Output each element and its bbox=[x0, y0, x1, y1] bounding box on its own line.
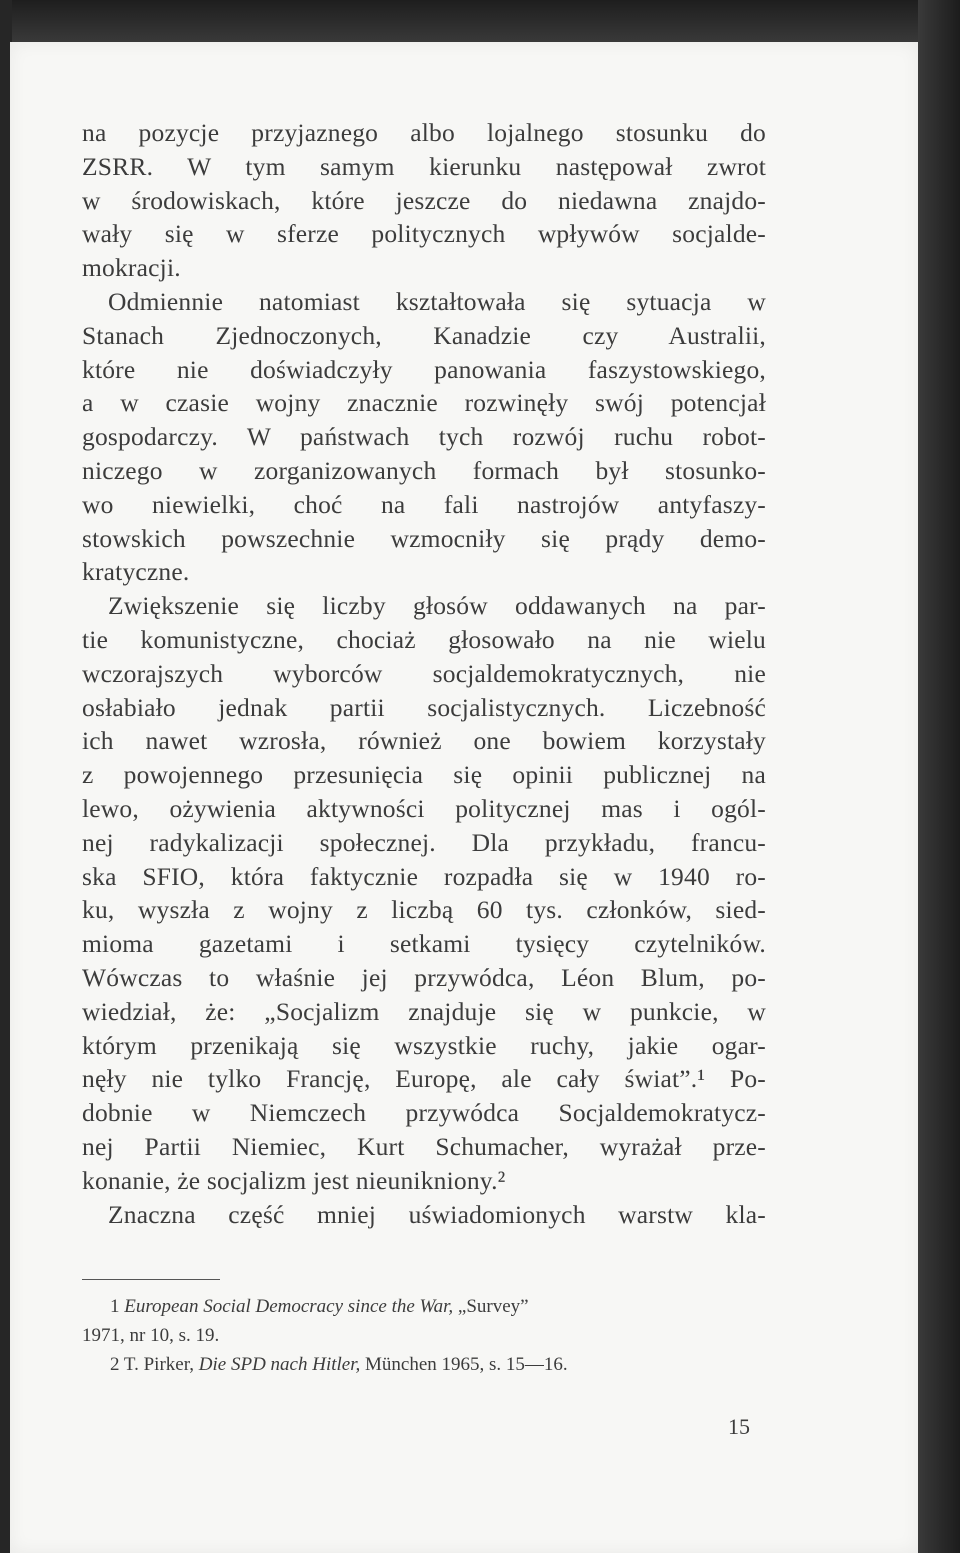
footnote-2-marker: 2 bbox=[110, 1354, 120, 1375]
text-line: ska SFIO, która faktycznie rozpadła się w 1940 ro- bbox=[82, 861, 766, 891]
footnote-1 bbox=[82, 1292, 772, 1321]
text-line: mokracji. bbox=[82, 253, 181, 283]
text-line: Znaczna część mniej uświadomionych warstw kla- bbox=[108, 1199, 766, 1229]
footnote-2-rest: München 1965, s. 15—16. bbox=[365, 1354, 568, 1375]
text-line: ZSRR. W tym samym kierunku następował zwrot bbox=[82, 151, 766, 181]
footnote-1-continuation: 1971, nr 10, s. 19. bbox=[82, 1325, 220, 1346]
footnote-2-title: Die SPD nach Hitler, bbox=[198, 1354, 361, 1375]
text-line: Wówczas to właśnie jej przywódca, Léon Blum, po- bbox=[82, 962, 766, 992]
text-line: którym przenikają się wszystkie ruchy, jakie ogar- bbox=[82, 1030, 766, 1060]
text-line: mioma gazetami i setkami tysięcy czytelników. bbox=[82, 929, 766, 959]
text-line: osłabiało jednak partii socjalistycznych. Liczebność bbox=[82, 692, 766, 722]
footnote-2-author: T. Pirker, bbox=[123, 1354, 195, 1375]
text-line: dobnie w Niemczech przywódca Socjaldemokratycz- bbox=[82, 1098, 766, 1128]
text-line: a w czasie wojny znacznie rozwinęły swój potencjał bbox=[82, 388, 766, 418]
footnotes bbox=[82, 1292, 772, 1379]
text-line: konanie, że socjalizm jest nieunikniony.² bbox=[82, 1165, 506, 1195]
footnote-1-journal: „Survey” bbox=[457, 1296, 529, 1317]
footnote-1-marker: 1 bbox=[110, 1296, 120, 1317]
text-line: nej Partii Niemiec, Kurt Schumacher, wyrażał prze- bbox=[82, 1131, 766, 1161]
scan-border-top bbox=[0, 0, 960, 44]
text-line: Stanach Zjednoczonych, Kanadzie czy Australii, bbox=[82, 320, 766, 350]
footnote-2 bbox=[82, 1350, 772, 1379]
text-line: w środowiskach, które jeszcze do niedawna znajdo- bbox=[82, 185, 766, 215]
text-line: ku, wyszła z wojny z liczbą 60 tys. członków, sied- bbox=[82, 895, 766, 925]
text-line: nej radykalizacji społecznej. Dla przykładu, francu- bbox=[82, 827, 766, 857]
text-line: z powojennego przesunięcia się opinii publicznej na bbox=[82, 760, 766, 790]
page-number: 15 bbox=[728, 1414, 750, 1439]
text-line: tie komunistyczne, chociaż głosowało na nie wielu bbox=[82, 624, 766, 654]
text-line: wo niewielki, choć na fali nastrojów antyfaszy- bbox=[82, 489, 766, 519]
body-text bbox=[82, 116, 766, 1231]
text-line: wały się w sferze politycznych wpływów socjalde- bbox=[82, 219, 766, 249]
text-line: kratyczne. bbox=[82, 557, 190, 587]
footnote-1-title: European Social Democracy since the War, bbox=[124, 1296, 454, 1317]
text-line: na pozycje przyjaznego albo lojalnego stosunku do bbox=[82, 118, 766, 147]
text-line: stowskich powszechnie wzmocniły się prądy demo- bbox=[82, 523, 766, 553]
text-line: które nie doświadczyły panowania faszystowskiego, bbox=[82, 354, 766, 384]
text-line: lewo, ożywienia aktywności politycznej mas i ogól- bbox=[82, 793, 766, 823]
text-line: gospodarczy. W państwach tych rozwój ruchu robot- bbox=[82, 422, 766, 452]
text-line: nęły nie tylko Francję, Europę, ale cały świat”.¹ Po- bbox=[82, 1064, 766, 1094]
text-line: wiedział, że: „Socjalizm znajduje się w punkcie, w bbox=[82, 996, 766, 1026]
scan-border-right bbox=[918, 0, 960, 1553]
text-line: Odmiennie natomiast kształtowała się sytuacja w bbox=[108, 286, 766, 316]
text-line: ich nawet wzrosła, również one bowiem korzystały bbox=[82, 726, 766, 756]
footnote-separator bbox=[82, 1279, 220, 1280]
text-line: wczorajszych wyborców socjaldemokratycznych, nie bbox=[82, 658, 766, 688]
text-line: Zwiększenie się liczby głosów oddawanych na par- bbox=[108, 591, 766, 621]
text-line: niczego w zorganizowanych formach był stosunko- bbox=[82, 455, 766, 485]
